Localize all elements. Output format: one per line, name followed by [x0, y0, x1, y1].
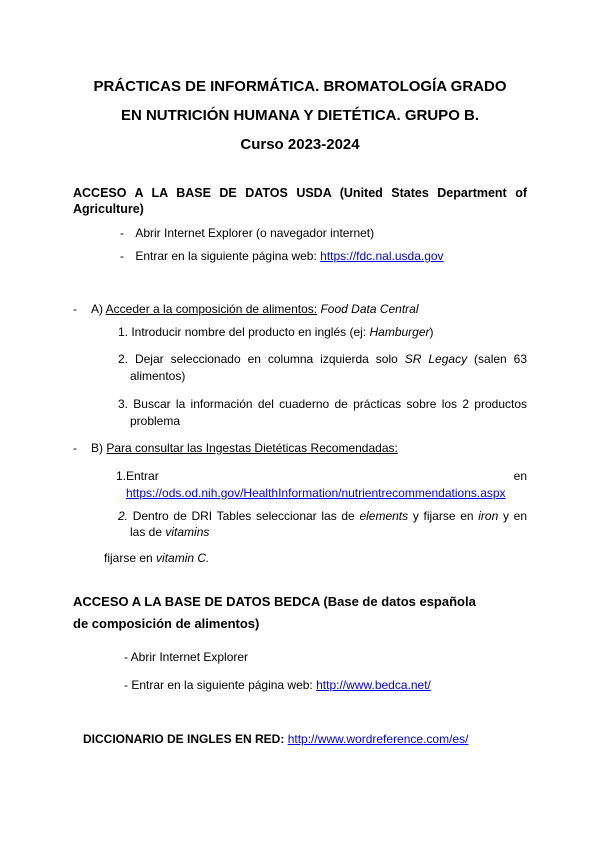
- bedca-link[interactable]: http://www.bedca.net/: [316, 678, 431, 692]
- section-a-heading: [91, 302, 419, 317]
- item-italic: vitamins: [165, 525, 210, 539]
- item-italic: vitamin C.: [156, 551, 210, 565]
- item-text: las de: [130, 525, 166, 539]
- section-a-underlined: Acceder a la composición de alimentos:: [105, 302, 318, 316]
- section-b-item-2-line-1: [118, 509, 527, 524]
- item-text: 2. Dejar seleccionado en columna izquierda solo: [118, 352, 405, 366]
- item-number: 2.: [118, 509, 129, 523]
- title-line-1: PRÁCTICAS DE INFORMÁTICA. BROMATOLOGÍA GRADO: [93, 78, 507, 95]
- item-text: y fijarse en: [408, 509, 479, 523]
- dash-marker: -: [120, 226, 124, 240]
- section-a-marker: -: [73, 302, 77, 316]
- section-a-item-2-line-2: alimentos): [130, 369, 186, 383]
- item-text: 1. Introducir nombre del producto en inglés (ej:: [118, 325, 370, 339]
- dictionary-label: DICCIONARIO DE INGLES EN RED:: [83, 732, 288, 746]
- item-italic: elements: [359, 509, 409, 523]
- section-a-item-1: [118, 325, 434, 340]
- usda-heading-line-2: Agriculture): [73, 202, 144, 216]
- item-italic: Hamburger: [369, 325, 430, 339]
- section-b-label: B): [91, 441, 103, 455]
- section-b-item-1-right: en: [513, 469, 527, 483]
- item-text: ): [429, 325, 434, 339]
- section-b-item-1-left: 1.Entrar: [116, 469, 159, 483]
- usda-heading-line-1: ACCESO A LA BASE DE DATOS USDA (United States Department of: [73, 186, 527, 200]
- dictionary-line: [83, 732, 468, 747]
- section-b-underlined: Para consultar las Ingestas Dietéticas Recomendadas:: [106, 441, 398, 455]
- section-a-item-3-line-1: 3. Buscar la información del cuaderno de prácticas sobre los 2 productos: [118, 397, 527, 411]
- section-a-item-2-line-1: [118, 352, 527, 367]
- wordreference-link[interactable]: http://www.wordreference.com/es/: [287, 732, 469, 746]
- bedca-bullet-2: [124, 678, 431, 693]
- section-b-heading: [91, 441, 398, 456]
- section-a-italic: Food Data Central: [320, 302, 419, 316]
- bedca-heading-line-2: de composición de alimentos): [73, 616, 260, 631]
- item-text: (salen 63: [467, 352, 527, 366]
- usda-bullet-2: [120, 249, 444, 264]
- section-b-item-1-link-line: [126, 486, 506, 501]
- section-b-item-2-line-3: [104, 551, 209, 566]
- usda-link[interactable]: https://fdc.nal.usda.gov: [320, 249, 444, 263]
- title-line-2: EN NUTRICIÓN HUMANA Y DIETÉTICA. GRUPO B.: [120, 107, 480, 124]
- usda-bullet-1-text: Abrir Internet Explorer (o navegador internet): [135, 226, 375, 240]
- item-text: Dentro de DRI Tables seleccionar las de: [128, 509, 360, 523]
- usda-bullet-2-text: Entrar en la siguiente página web:: [135, 249, 321, 263]
- item-text: fijarse en: [104, 551, 157, 565]
- bedca-bullet-1: - Abrir Internet Explorer: [124, 650, 249, 664]
- usda-bullet-1: [120, 226, 374, 241]
- bedca-heading-line-1: ACCESO A LA BASE DE DATOS BEDCA (Base de datos española: [73, 594, 476, 609]
- section-b-item-2-line-2: [130, 525, 209, 540]
- title-line-3: Curso 2023-2024: [240, 136, 360, 153]
- nih-link[interactable]: https://ods.od.nih.gov/HealthInformation/nutrientrecommendations.aspx: [126, 486, 506, 500]
- dash-marker: -: [120, 249, 124, 263]
- item-italic: SR Legacy: [404, 352, 468, 366]
- section-a-label: A): [91, 302, 103, 316]
- section-a-item-3-line-2: problema: [130, 414, 181, 428]
- item-text: y en: [498, 509, 528, 523]
- bedca-bullet-2-text: - Entrar en la siguiente página web:: [124, 678, 317, 692]
- item-italic: iron: [478, 509, 499, 523]
- section-b-marker: -: [73, 441, 77, 455]
